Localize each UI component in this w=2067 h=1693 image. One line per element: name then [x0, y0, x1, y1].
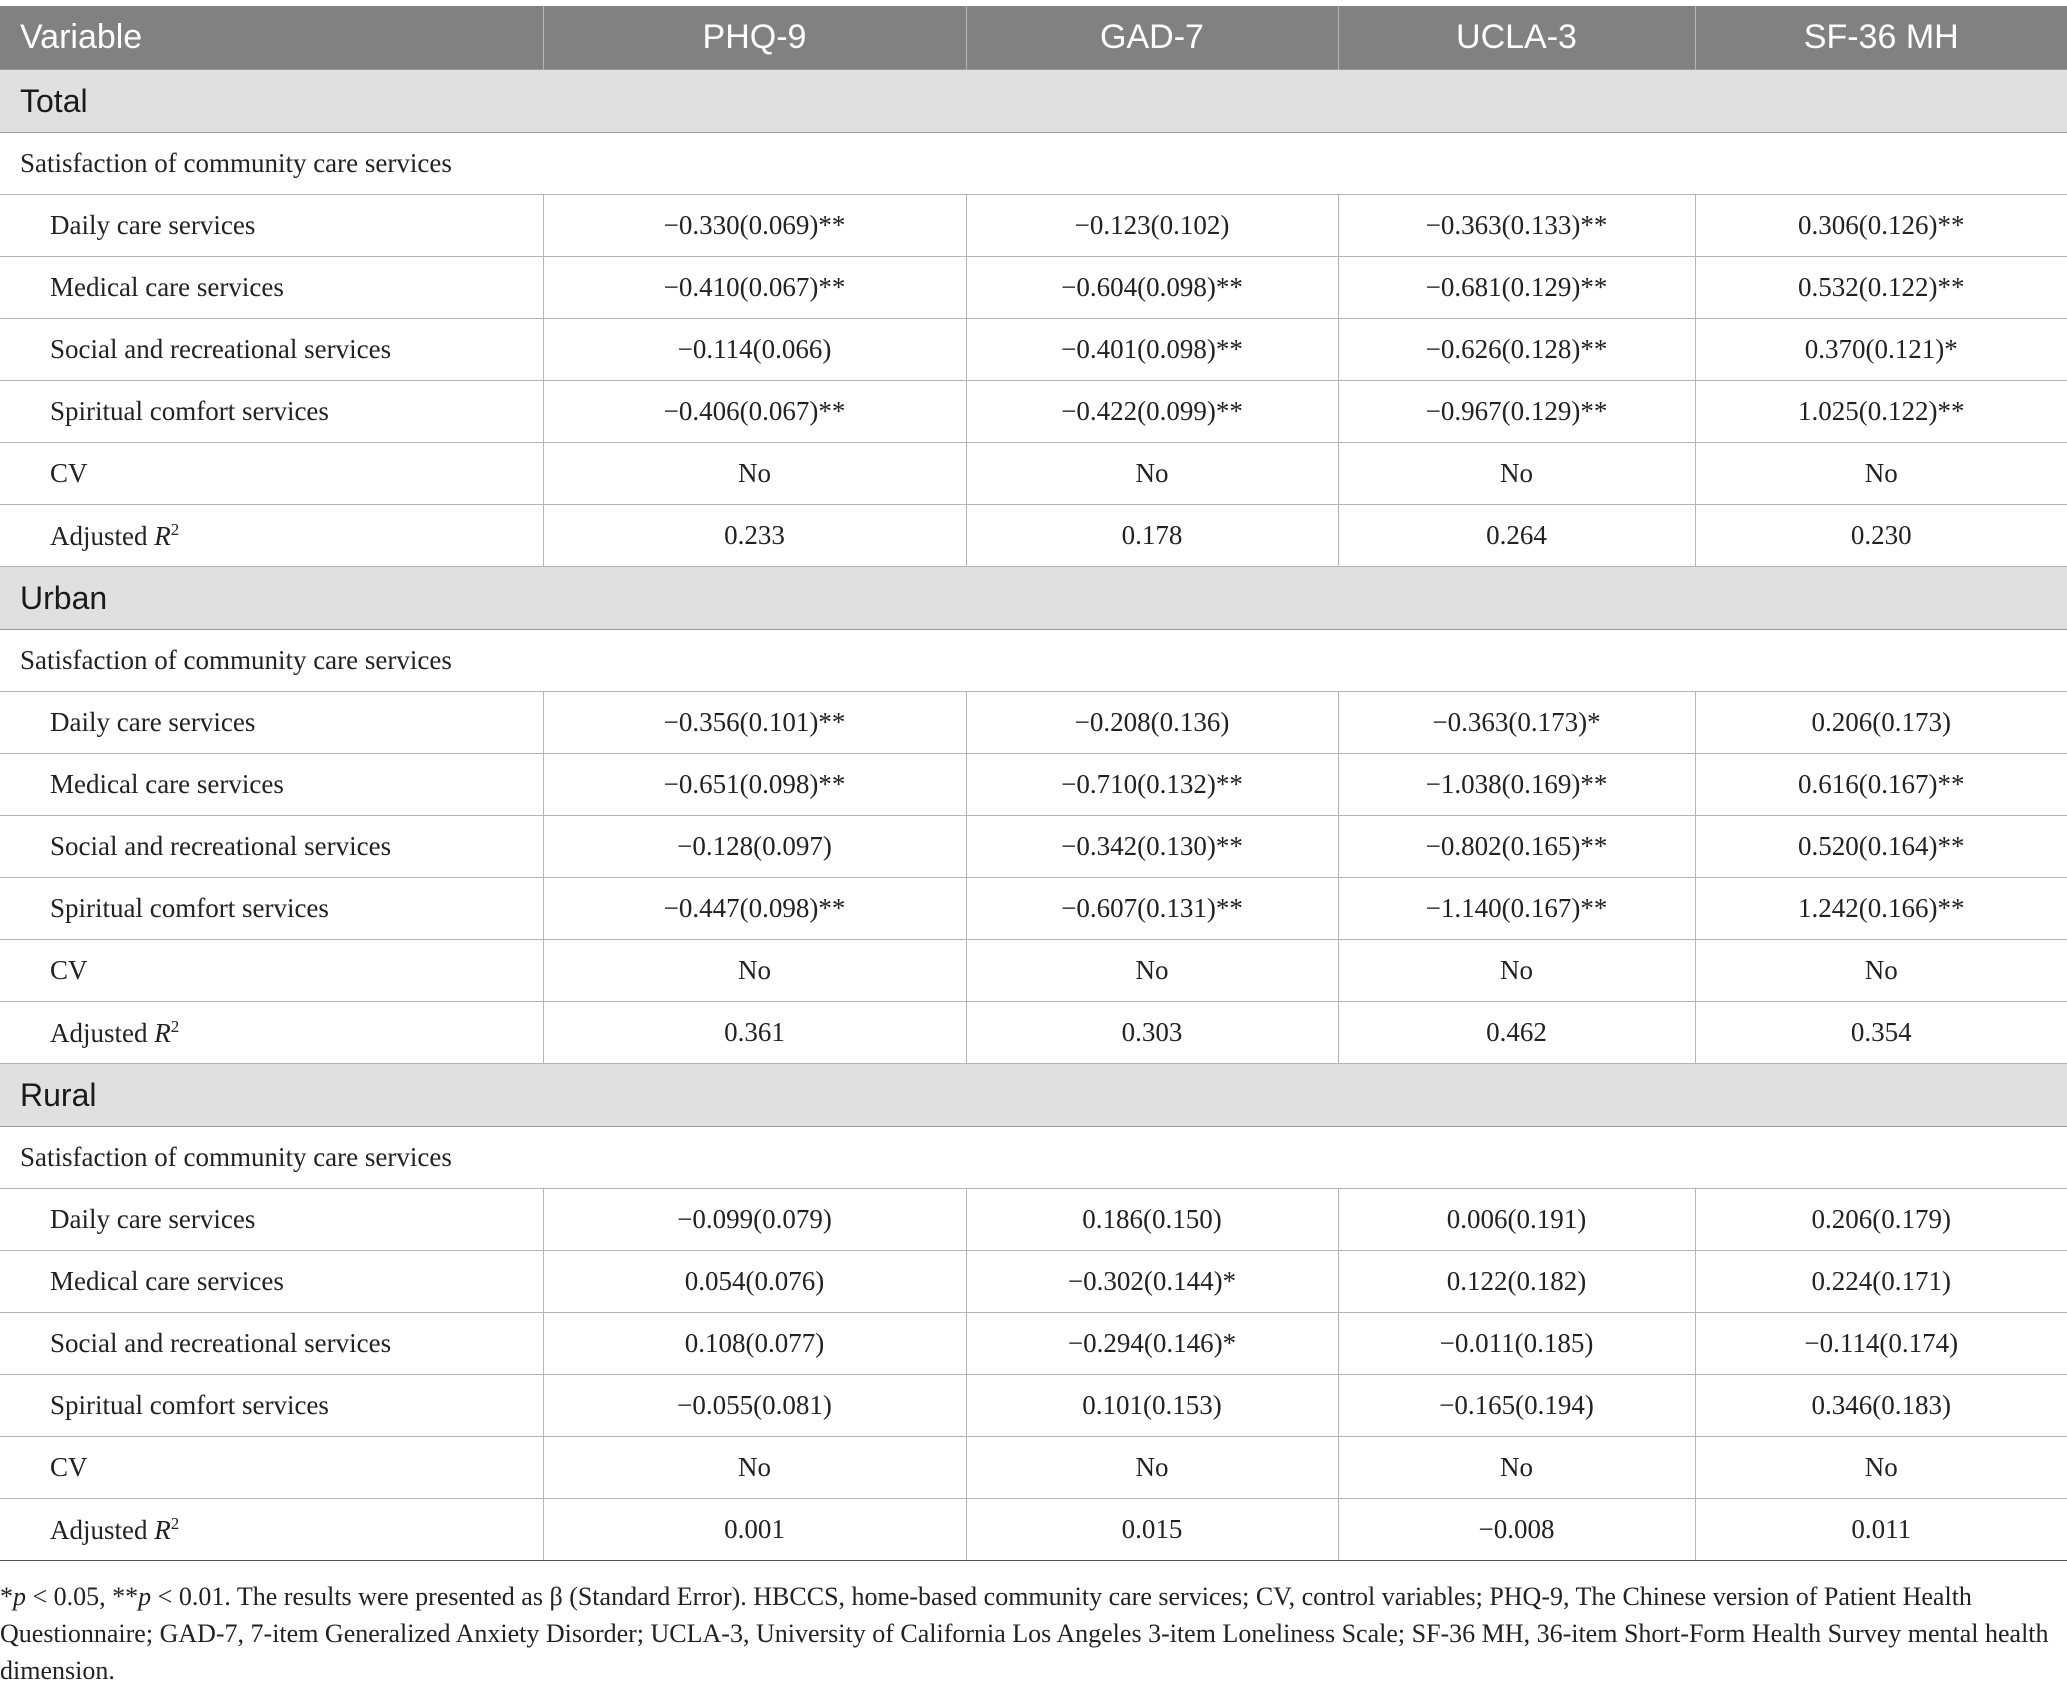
section-row [0, 1064, 2067, 1127]
subhead-row [0, 1127, 2067, 1189]
table-row [0, 692, 2067, 754]
row-label: Daily care services [0, 692, 543, 754]
cell-value: 0.108(0.077) [543, 1313, 966, 1375]
results-table [0, 6, 2067, 1561]
header-ucla3: UCLA-3 [1338, 6, 1695, 70]
row-label: Social and recreational services [0, 1313, 543, 1375]
cell-value: −0.422(0.099)** [966, 381, 1338, 443]
section-row [0, 567, 2067, 630]
cell-value: 1.242(0.166)** [1695, 878, 2067, 940]
cell-value: −0.604(0.098)** [966, 257, 1338, 319]
row-label: Medical care services [0, 1251, 543, 1313]
row-label: Spiritual comfort services [0, 381, 543, 443]
header-variable: Variable [0, 6, 543, 70]
cell-value: 0.015 [966, 1499, 1338, 1561]
row-label: CV [0, 443, 543, 505]
section-title: Urban [0, 567, 2067, 630]
table-row [0, 1313, 2067, 1375]
table-row [0, 1375, 2067, 1437]
adjusted-r2-label: Adjusted R [50, 1017, 171, 1048]
cell-value: No [966, 940, 1338, 1002]
row-label: Medical care services [0, 257, 543, 319]
table-row [0, 754, 2067, 816]
adjusted-r2-sup: 2 [170, 1513, 180, 1533]
row-label [0, 1002, 543, 1064]
table-row [0, 1251, 2067, 1313]
cell-value: −0.208(0.136) [966, 692, 1338, 754]
cell-value: 0.001 [543, 1499, 966, 1561]
row-label: Spiritual comfort services [0, 1375, 543, 1437]
cell-value: −0.099(0.079) [543, 1189, 966, 1251]
cell-value: −0.681(0.129)** [1338, 257, 1695, 319]
cell-value: 1.025(0.122)** [1695, 381, 2067, 443]
header-phq9: PHQ-9 [543, 6, 966, 70]
cell-value: 0.616(0.167)** [1695, 754, 2067, 816]
adjusted-r2-label: Adjusted R [50, 520, 171, 551]
cell-value: −0.967(0.129)** [1338, 381, 1695, 443]
cell-value: No [966, 1437, 1338, 1499]
cell-value: 0.206(0.179) [1695, 1189, 2067, 1251]
cell-value: 0.011 [1695, 1499, 2067, 1561]
row-label [0, 1499, 543, 1561]
footnote-text: < 0.01. The results were presented as β (Standard Error). HBCCS, home-based community care services; CV, control variables; PHQ-9, The Chinese version of Patient Health Questionnaire; GAD-7, 7-item Generalized Anxiety Disorder; UCLA-3, University of California Los Angeles 3-item Loneliness Scale; SF-36 MH, 36-item Short-Form Health Survey mental health dimension. [0, 1582, 2049, 1685]
header-gad7: GAD-7 [966, 6, 1338, 70]
row-label: Spiritual comfort services [0, 878, 543, 940]
adjusted-r2-sup: 2 [170, 1016, 180, 1036]
cell-value: 0.206(0.173) [1695, 692, 2067, 754]
cell-value: −0.802(0.165)** [1338, 816, 1695, 878]
cell-value: −0.401(0.098)** [966, 319, 1338, 381]
cell-value: −0.342(0.130)** [966, 816, 1338, 878]
table-row [0, 940, 2067, 1002]
section-row [0, 70, 2067, 133]
table-row [0, 816, 2067, 878]
cell-value: 0.462 [1338, 1002, 1695, 1064]
cell-value: −1.140(0.167)** [1338, 878, 1695, 940]
cell-value: No [1695, 1437, 2067, 1499]
footnote-p2: p [138, 1582, 152, 1611]
cell-value: −0.410(0.067)** [543, 257, 966, 319]
subhead-label: Satisfaction of community care services [0, 1127, 2067, 1189]
subhead-label: Satisfaction of community care services [0, 133, 2067, 195]
cell-value: −0.626(0.128)** [1338, 319, 1695, 381]
footnote-p1: p [13, 1582, 26, 1611]
table-row [0, 1189, 2067, 1251]
row-label: CV [0, 1437, 543, 1499]
cell-value: −0.008 [1338, 1499, 1695, 1561]
table-row [0, 878, 2067, 940]
cell-value: 0.361 [543, 1002, 966, 1064]
subhead-label: Satisfaction of community care services [0, 630, 2067, 692]
adjusted-r2-sup: 2 [170, 519, 180, 539]
cell-value: 0.233 [543, 505, 966, 567]
table-row [0, 443, 2067, 505]
cell-value: No [1695, 940, 2067, 1002]
cell-value: No [1338, 940, 1695, 1002]
cell-value: −0.607(0.131)** [966, 878, 1338, 940]
table-row [0, 195, 2067, 257]
cell-value: −1.038(0.169)** [1338, 754, 1695, 816]
cell-value: 0.346(0.183) [1695, 1375, 2067, 1437]
cell-value: No [543, 940, 966, 1002]
table-row [0, 319, 2067, 381]
section-title: Total [0, 70, 2067, 133]
cell-value: 0.006(0.191) [1338, 1189, 1695, 1251]
cell-value: −0.447(0.098)** [543, 878, 966, 940]
adjusted-r2-label: Adjusted R [50, 1514, 171, 1545]
cell-value: 0.354 [1695, 1002, 2067, 1064]
header-sf36mh: SF-36 MH [1695, 6, 2067, 70]
cell-value: −0.363(0.133)** [1338, 195, 1695, 257]
cell-value: No [966, 443, 1338, 505]
cell-value: 0.370(0.121)* [1695, 319, 2067, 381]
cell-value: −0.330(0.069)** [543, 195, 966, 257]
cell-value: No [1338, 443, 1695, 505]
table-row [0, 257, 2067, 319]
cell-value: −0.128(0.097) [543, 816, 966, 878]
cell-value: −0.651(0.098)** [543, 754, 966, 816]
cell-value: 0.230 [1695, 505, 2067, 567]
cell-value: 0.178 [966, 505, 1338, 567]
cell-value: −0.356(0.101)** [543, 692, 966, 754]
table-body [0, 70, 2067, 1561]
cell-value: 0.186(0.150) [966, 1189, 1338, 1251]
row-label: Daily care services [0, 195, 543, 257]
cell-value: −0.114(0.174) [1695, 1313, 2067, 1375]
cell-value: −0.114(0.066) [543, 319, 966, 381]
cell-value: −0.123(0.102) [966, 195, 1338, 257]
cell-value: No [543, 443, 966, 505]
cell-value: −0.363(0.173)* [1338, 692, 1695, 754]
cell-value: −0.165(0.194) [1338, 1375, 1695, 1437]
cell-value: 0.532(0.122)** [1695, 257, 2067, 319]
cell-value: 0.264 [1338, 505, 1695, 567]
cell-value: −0.406(0.067)** [543, 381, 966, 443]
adjusted-r2-row [0, 1499, 2067, 1561]
table-row [0, 1437, 2067, 1499]
footnote-cond: < 0.05, ** [26, 1582, 139, 1611]
cell-value: No [543, 1437, 966, 1499]
cell-value: −0.294(0.146)* [966, 1313, 1338, 1375]
cell-value: −0.710(0.132)** [966, 754, 1338, 816]
subhead-row [0, 630, 2067, 692]
cell-value: 0.520(0.164)** [1695, 816, 2067, 878]
cell-value: 0.224(0.171) [1695, 1251, 2067, 1313]
row-label [0, 505, 543, 567]
adjusted-r2-row [0, 505, 2067, 567]
section-title: Rural [0, 1064, 2067, 1127]
cell-value: 0.306(0.126)** [1695, 195, 2067, 257]
row-label: Social and recreational services [0, 319, 543, 381]
table-row [0, 381, 2067, 443]
row-label: Social and recreational services [0, 816, 543, 878]
cell-value: 0.054(0.076) [543, 1251, 966, 1313]
table-footnote [0, 1578, 2050, 1689]
row-label: Medical care services [0, 754, 543, 816]
cell-value: 0.101(0.153) [966, 1375, 1338, 1437]
adjusted-r2-row [0, 1002, 2067, 1064]
footnote-star: * [0, 1582, 13, 1611]
header-row [0, 6, 2067, 70]
cell-value: −0.302(0.144)* [966, 1251, 1338, 1313]
cell-value: No [1338, 1437, 1695, 1499]
subhead-row [0, 133, 2067, 195]
row-label: CV [0, 940, 543, 1002]
row-label: Daily care services [0, 1189, 543, 1251]
cell-value: −0.055(0.081) [543, 1375, 966, 1437]
cell-value: No [1695, 443, 2067, 505]
cell-value: 0.303 [966, 1002, 1338, 1064]
cell-value: 0.122(0.182) [1338, 1251, 1695, 1313]
cell-value: −0.011(0.185) [1338, 1313, 1695, 1375]
